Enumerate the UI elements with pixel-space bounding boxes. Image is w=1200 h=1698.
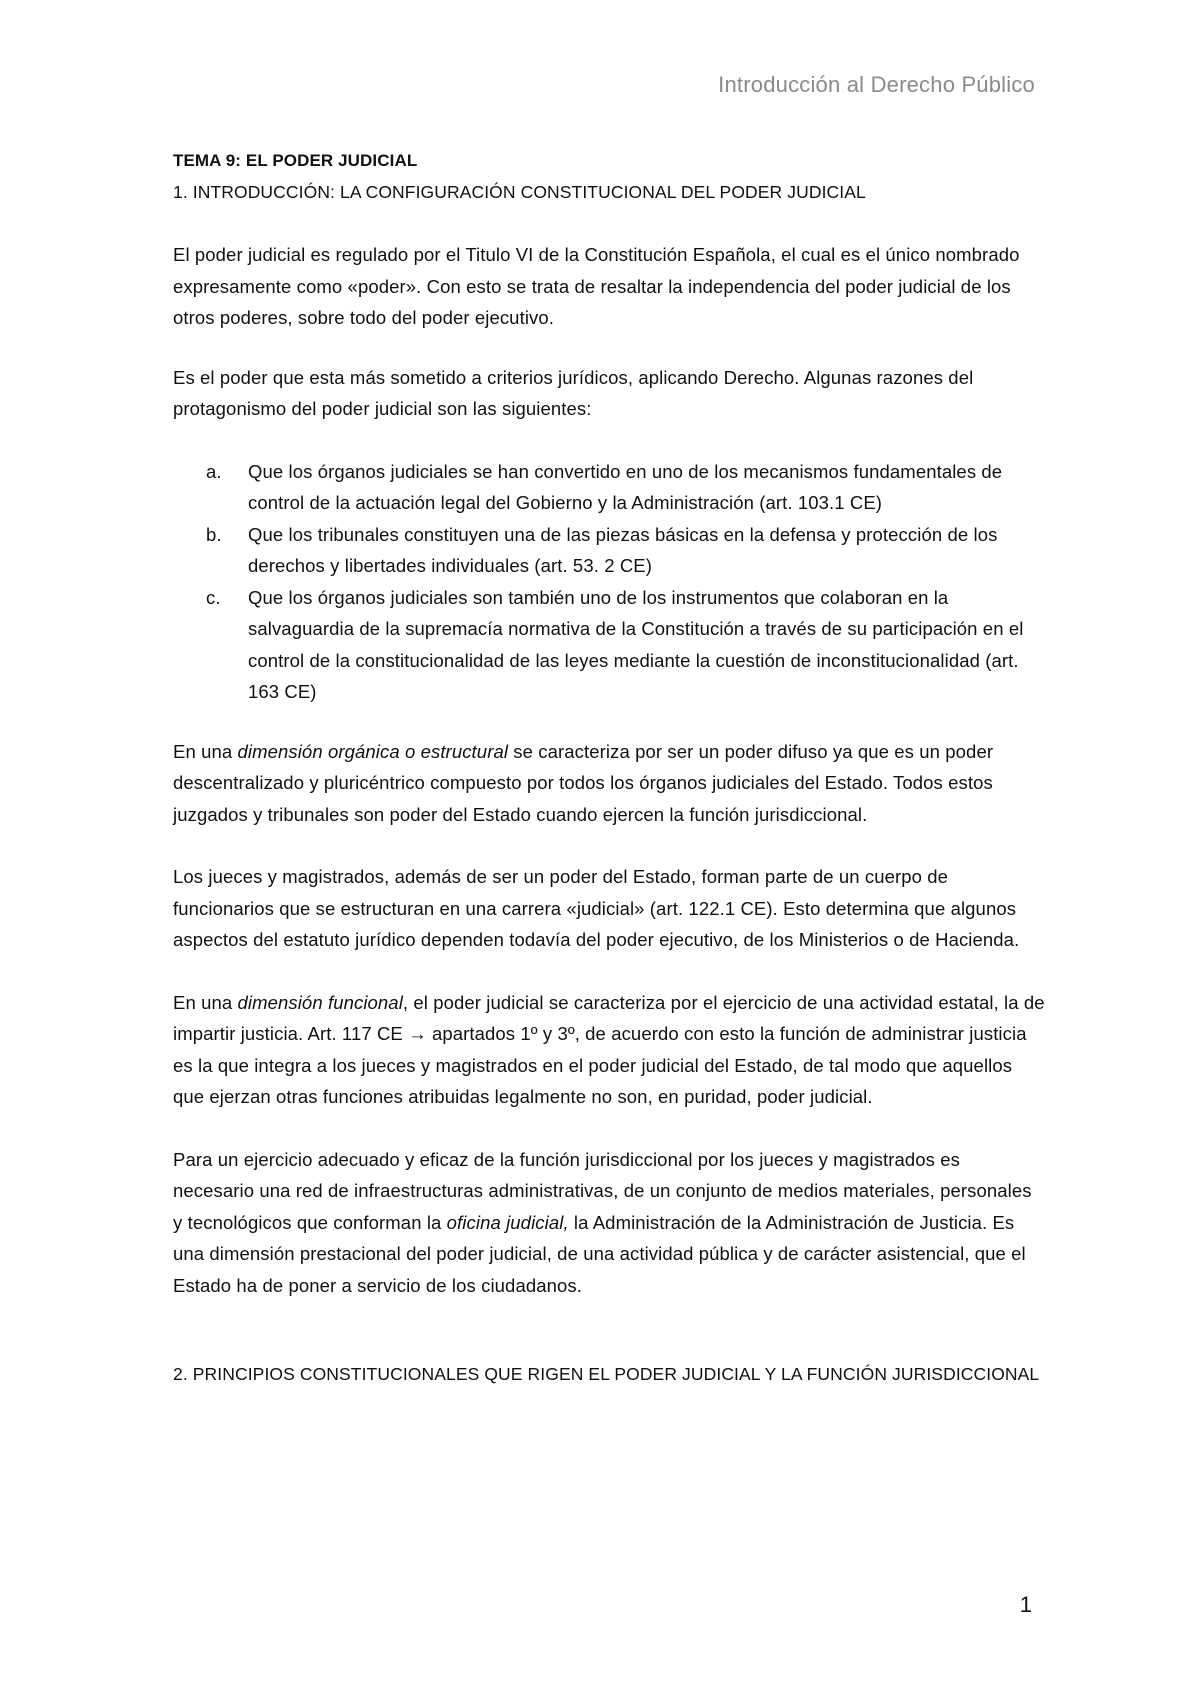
paragraph-5-text-start: En una [173,991,238,1013]
paragraph-3-italic: dimensión orgánica o estructural [237,740,509,762]
paragraph-5-italic: dimensión funcional [237,991,403,1013]
paragraph-6-text-end: la Administración de la Administración de Justicia. Es una dimensión prestacional del poder judicial, de una actividad pública y de carácter asistencial, que el Estado ha de poner a servicio de los ciudadanos. [173,1211,1026,1296]
reasons-list [173,456,1045,708]
section-1-title: 1. INTRODUCCIÓN: LA CONFIGURACIÓN CONSTITUCIONAL DEL PODER JUDICIAL [173,181,866,202]
paragraph-6 [173,1144,1045,1302]
list-marker: b. [206,523,222,545]
section-2-title: 2. PRINCIPIOS CONSTITUCIONALES QUE RIGEN EL PODER JUDICIAL Y LA FUNCIÓN JURISDICCIONAL [173,1364,1040,1384]
list-item [173,582,1045,708]
list-item-text: Que los tribunales constituyen una de las piezas básicas en la defensa y protección de los derechos y libertades individuales (art. 53. 2 CE) [248,523,998,576]
paragraph-5 [173,987,1045,1113]
document-body [173,145,1045,1391]
paragraph-1: El poder judicial es regulado por el Titulo VI de la Constitución Española, el cual es el único nombrado expresamente como «poder». Con esto se trata de resaltar la independencia del poder judicial de los otros poderes, sobre todo del poder ejecutivo. [173,244,1020,328]
list-item [173,456,1045,519]
paragraph-3 [173,736,1045,831]
paragraph-2: Es el poder que esta más sometido a criterios jurídicos, aplicando Derecho. Algunas razones del protagonismo del poder judicial son las siguientes: [173,366,974,419]
paragraph-4: Los jueces y magistrados, además de ser un poder del Estado, forman parte de un cuerpo de funcionarios que se estructuran en una carrera «judicial» (art. 122.1 CE). Esto determina que algunos aspectos del estatuto jurídico dependen todavía del poder ejecutivo, de los Ministerios o de Hacienda. [173,866,1020,950]
list-item [173,519,1045,582]
running-header: Introducción al Derecho Público [718,72,1035,97]
paragraph-3-text-end: se caracteriza por ser un poder difuso ya que es un poder descentralizado y pluricéntrico compuesto por todos los órganos judiciales del Estado. Todos estos juzgados y tribunales son poder del Estado cuando ejercen la función jurisdiccional. [173,740,994,825]
list-marker: c. [206,586,221,608]
topic-title: TEMA 9: EL PODER JUDICIAL [173,151,418,170]
paragraph-3-text-start: En una [173,740,238,762]
list-item-text: Que los órganos judiciales son también uno de los instrumentos que colaboran en la salvaguardia de la supremacía normativa de la Constitución a través de su participación en el control de la constitucionalidad de las leyes mediante la cuestión de inconstitucionalidad (art. 163 CE) [248,586,1024,702]
paragraph-6-text-start: Para un ejercicio adecuado y eficaz de la función jurisdiccional por los jueces y magistrados es necesario una red de infraestructuras administrativas, de un conjunto de medios materiales, personales y tecnológicos que conforman la [173,1148,1032,1233]
paragraph-5-text-end: , el poder judicial se caracteriza por el ejercicio de una actividad estatal, la de impartir justicia. Art. 117 CE → apartados 1º y 3º, de acuerdo con esto la función de administrar justicia es la que integra a los jueces y magistrados en el poder judicial del Estado, de tal modo que aquellos que ejerzan otras funciones atribuidas legalmente no son, en puridad, poder judicial. [173,991,1045,1107]
list-marker: a. [206,460,222,482]
paragraph-6-italic: oficina judicial, [446,1211,569,1233]
page-number: 1 [1019,1592,1032,1617]
list-item-text: Que los órganos judiciales se han convertido en uno de los mecanismos fundamentales de control de la actuación legal del Gobierno y la Administración (art. 103.1 CE) [248,460,1003,513]
